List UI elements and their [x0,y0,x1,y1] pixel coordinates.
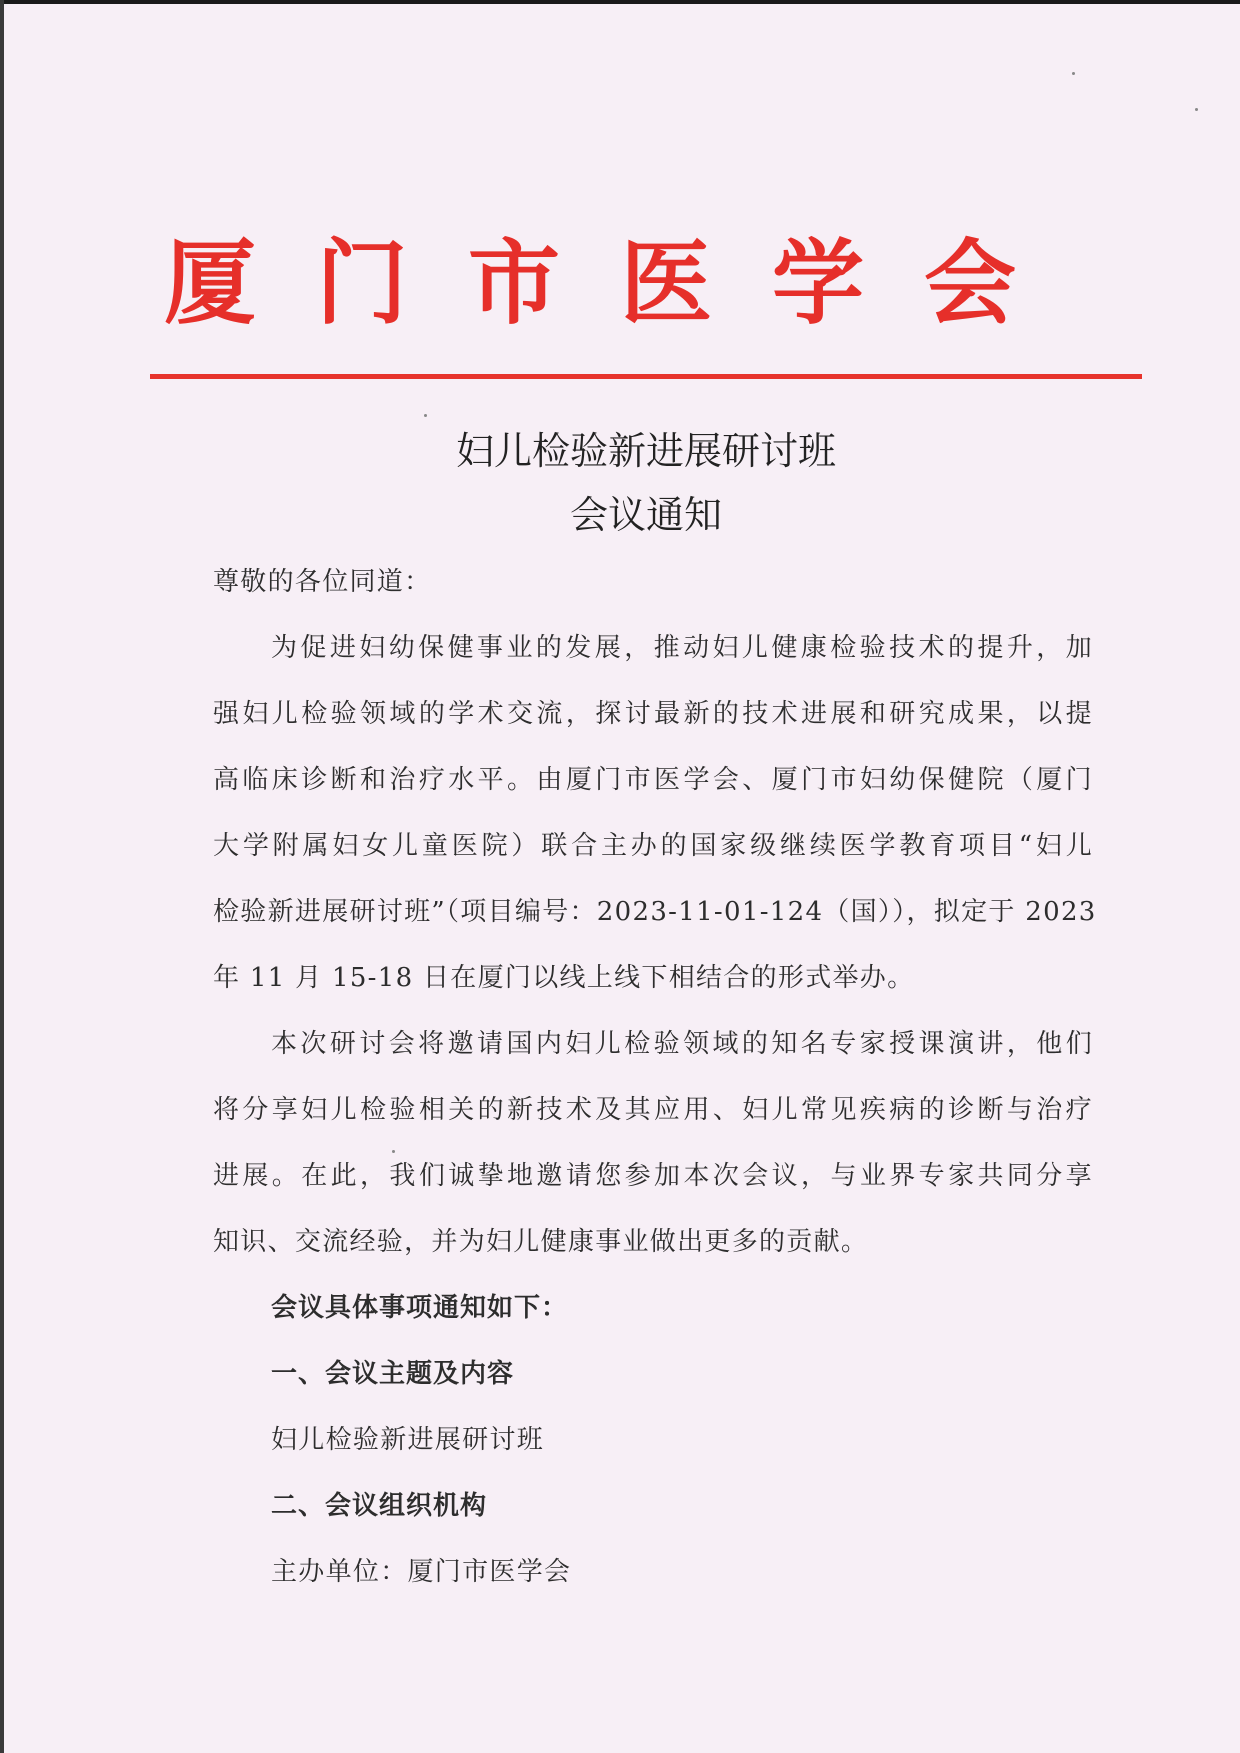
paragraph1-line: 为促进妇幼保健事业的发展，推动妇儿健康检验技术的提升，加 [271,633,1093,663]
paragraph1-line: 高临床诊断和治疗水平。由厦门市医学会、厦门市妇幼保健院（厦门 [213,765,1093,795]
paragraph1-line: 强妇儿检验领域的学术交流，探讨最新的技术进展和研究成果，以提 [213,699,1093,729]
document-body [213,562,1097,1662]
paragraph2-line: 将分享妇儿检验相关的新技术及其应用、妇儿常见疾病的诊断与治疗 [213,1095,1093,1125]
paragraph1-line: 年 11 月 15-18 日在厦门以线上线下相结合的形式举办。 [213,963,915,993]
scan-speck [1072,72,1075,75]
section2-content: 主办单位：厦门市医学会 [271,1557,572,1587]
paragraph2-line: 本次研讨会将邀请国内妇儿检验领域的知名专家授课演讲，他们 [271,1029,1093,1059]
section2-heading: 二、会议组织机构 [271,1491,488,1521]
scan-edge-left [0,0,4,1753]
scan-speck [424,414,427,417]
document-subtitle: 会议通知 [569,493,722,537]
paragraph1-line: 大学附属妇女儿童医院）联合主办的国家级继续医学教育项目“妇儿 [213,831,1093,861]
scan-speck [392,1150,395,1153]
paragraph1-line: 检验新进展研讨班”（项目编号：2023-11-01-124（国）），拟定于 2023 [213,897,1097,927]
section1-heading: 一、会议主题及内容 [271,1359,515,1389]
paragraph2-line: 知识、交流经验，并为妇儿健康事业做出更多的贡献。 [213,1227,869,1257]
notice-intro: 会议具体事项通知如下： [271,1293,569,1323]
document-title: 妇儿检验新进展研讨班 [455,429,836,473]
scan-speck [1195,108,1198,111]
letterhead-red-rule [150,374,1142,379]
letterhead-org-name: 厦门市医学会 [163,229,1076,337]
paragraph2-line: 进展。在此，我们诚挚地邀请您参加本次会议，与业界专家共同分享 [213,1161,1093,1191]
section1-content: 妇儿检验新进展研讨班 [271,1425,545,1455]
salutation: 尊敬的各位同道： [213,567,432,597]
scan-edge-top [0,0,1240,4]
